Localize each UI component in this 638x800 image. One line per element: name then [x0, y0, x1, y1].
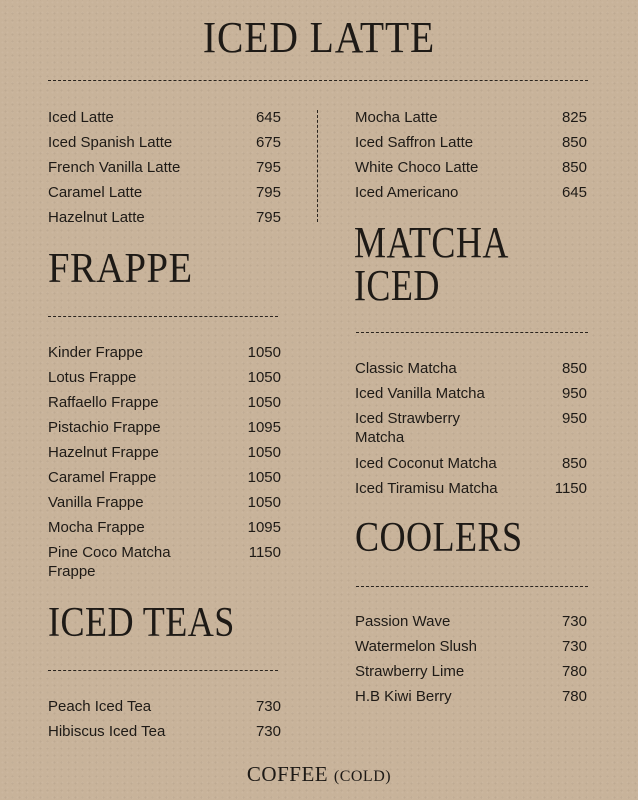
item-price: 1050	[247, 494, 281, 511]
item-name: Iced Spanish Latte	[48, 134, 173, 151]
menu-item	[48, 443, 281, 462]
item-price: 1150	[248, 544, 281, 561]
item-name: Pistachio Frappe	[48, 419, 161, 436]
item-name: Peach Iced Tea	[48, 698, 152, 715]
matcha-divider	[356, 332, 588, 333]
menu-item	[355, 359, 587, 378]
menu-item	[355, 183, 587, 202]
item-price: 950	[561, 410, 587, 427]
iced-teas-title: ICED TEAS	[48, 600, 235, 646]
item-name: H.B Kiwi Berry	[355, 688, 452, 705]
item-price: 645	[255, 109, 281, 126]
menu-item	[355, 133, 587, 152]
frappe-title: FRAPPE	[48, 246, 193, 292]
item-price: 950	[561, 385, 587, 402]
item-price: 795	[255, 159, 281, 176]
footer-label	[0, 762, 638, 787]
iced-teas-divider	[48, 670, 278, 671]
item-price: 730	[561, 613, 587, 630]
menu-item	[48, 722, 281, 741]
coolers-divider	[356, 586, 588, 587]
item-name: Lotus Frappe	[48, 369, 137, 386]
item-name: Classic Matcha	[355, 360, 457, 377]
menu-item	[48, 133, 281, 152]
menu-item	[355, 687, 587, 706]
item-name: Watermelon Slush	[355, 638, 477, 655]
footer-sub: (COLD)	[333, 768, 392, 785]
item-name: Iced Tiramisu Matcha	[355, 480, 498, 497]
matcha-title-line1: MATCHA	[354, 218, 509, 267]
menu-item	[355, 637, 587, 656]
item-name: White Choco Latte	[355, 159, 479, 176]
item-price: 780	[561, 663, 587, 680]
menu-item	[355, 409, 587, 447]
item-price: 850	[561, 159, 587, 176]
item-name: Iced Latte	[48, 109, 114, 126]
item-name: Raffaello Frappe	[48, 394, 159, 411]
item-price: 645	[561, 184, 587, 201]
item-price: 850	[561, 360, 587, 377]
menu-item	[48, 468, 281, 487]
menu-item	[355, 454, 587, 473]
item-name: Hibiscus Iced Tea	[48, 723, 166, 740]
menu-item	[48, 158, 281, 177]
menu-item	[355, 479, 587, 498]
matcha-title-line2: ICED	[354, 261, 440, 310]
item-price: 730	[255, 698, 281, 715]
menu-item	[48, 208, 281, 227]
item-name: Iced Coconut Matcha	[355, 455, 497, 472]
iced-latte-title: ICED LATTE	[202, 13, 436, 62]
item-name: Hazelnut Latte	[48, 209, 145, 226]
item-price: 1050	[247, 344, 281, 361]
footer-main: COFFEE	[246, 762, 329, 786]
item-name: Vanilla Frappe	[48, 494, 144, 511]
item-price: 1095	[247, 519, 281, 536]
item-name: Mocha Frappe	[48, 519, 145, 536]
menu-item	[355, 108, 587, 127]
item-price: 730	[561, 638, 587, 655]
item-name: Strawberry Lime	[355, 663, 465, 680]
menu-item	[48, 493, 281, 512]
item-price: 1050	[247, 469, 281, 486]
menu-item	[48, 697, 281, 716]
item-price: 1050	[247, 369, 281, 386]
item-price: 795	[255, 209, 281, 226]
item-price: 1095	[247, 419, 281, 436]
item-name: Pine Coco Matcha Frappe	[48, 544, 171, 580]
menu-item	[355, 384, 587, 403]
item-price: 1150	[554, 480, 587, 497]
menu-item	[48, 543, 281, 581]
menu-item	[48, 368, 281, 387]
frappe-divider	[48, 316, 278, 317]
item-name: Passion Wave	[355, 613, 451, 630]
item-name: Caramel Latte	[48, 184, 143, 201]
item-name: Mocha Latte	[355, 109, 438, 126]
item-name: French Vanilla Latte	[48, 159, 181, 176]
item-name: Iced Americano	[355, 184, 459, 201]
menu-item	[355, 612, 587, 631]
item-price: 730	[255, 723, 281, 740]
item-price: 850	[561, 455, 587, 472]
item-price: 675	[255, 134, 281, 151]
item-price: 850	[561, 134, 587, 151]
menu-item	[355, 158, 587, 177]
item-name: Iced Strawberry Matcha	[355, 410, 461, 446]
item-name: Kinder Frappe	[48, 344, 144, 361]
menu-item	[48, 393, 281, 412]
item-name: Iced Saffron Latte	[355, 134, 474, 151]
item-name: Iced Vanilla Matcha	[355, 385, 485, 402]
menu-item	[48, 108, 281, 127]
item-price: 780	[561, 688, 587, 705]
item-price: 795	[255, 184, 281, 201]
item-price: 1050	[247, 444, 281, 461]
item-name: Caramel Frappe	[48, 469, 157, 486]
menu-item	[48, 518, 281, 537]
item-name: Hazelnut Frappe	[48, 444, 159, 461]
menu-item	[48, 183, 281, 202]
iced-latte-divider	[48, 80, 588, 81]
column-divider	[317, 110, 318, 222]
menu-item	[355, 662, 587, 681]
item-price: 1050	[247, 394, 281, 411]
coolers-title: COOLERS	[355, 515, 523, 561]
menu-item	[48, 343, 281, 362]
item-price: 825	[561, 109, 587, 126]
menu-item	[48, 418, 281, 437]
